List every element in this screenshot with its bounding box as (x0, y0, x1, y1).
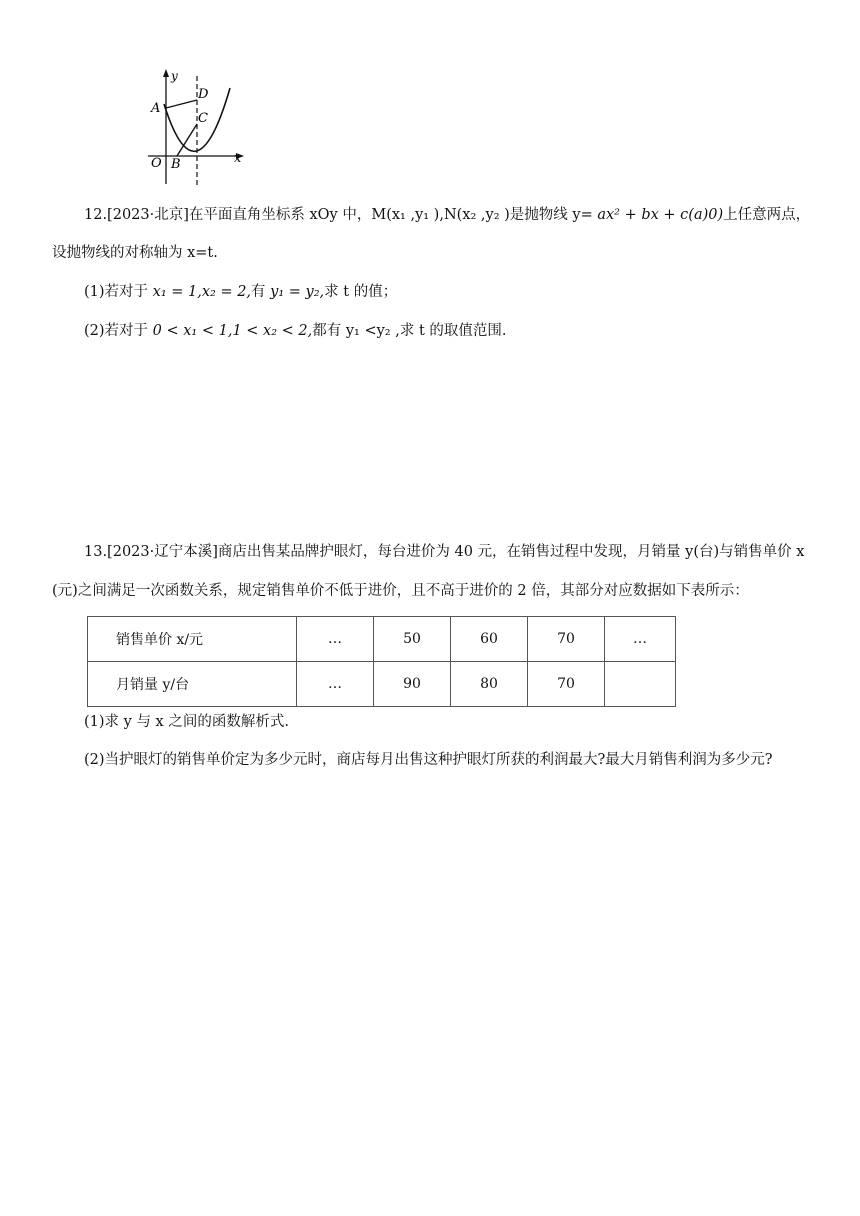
q12-line2: 设抛物线的对称轴为 x=t. (52, 245, 218, 261)
q12-part2 (84, 321, 506, 341)
q12-part1 (84, 282, 397, 302)
y-axis-arrow (163, 69, 169, 77)
table-cell: … (297, 617, 374, 662)
table-cell: … (605, 617, 676, 662)
parabola-figure (140, 66, 255, 190)
table-cell: … (297, 662, 374, 707)
q12-line1-formula: ax² + bx + c(a)0) (597, 207, 724, 223)
q12-part1-formula2: y₁ = y₂, (270, 284, 325, 300)
q12-part2-prefix: (2)若对于 (84, 323, 153, 339)
q13-line1: 13.[2023·辽宁本溪]商店出售某品牌护眼灯，每台进价为 40 元，在销售过程中发现，月销量 y(台)与销售单价 x (84, 544, 805, 560)
label-y: y (171, 69, 178, 83)
q13-part1: (1)求 y 与 x 之间的函数解析式. (84, 714, 289, 730)
q12-line1 (84, 205, 810, 225)
table-cell (605, 662, 676, 707)
q12-part1-suffix: 求 t 的值； (324, 284, 398, 300)
q12-line1-prefix: 12.[2023·北京]在平面直角坐标系 xOy 中，M(x₁ ,y₁ ),N(x₂ ,y₂ )是抛物线 y= (84, 207, 598, 223)
q12-part2-formula: 0 < x₁ < 1,1 < x₂ < 2, (152, 323, 313, 339)
label-x: x (234, 151, 242, 166)
q13-part2: (2)当护眼灯的销售单价定为多少元时，商店每月出售这种护眼灯所获的利润最大?最大月销售利润为多少元? (84, 752, 773, 768)
q12-part1-prefix: (1)若对于 (84, 284, 153, 300)
q12-line1-suffix: 上任意两点， (723, 207, 811, 223)
table-cell: 90 (374, 662, 451, 707)
label-O: O (151, 156, 162, 171)
segment-AD (166, 100, 197, 108)
label-A: A (151, 101, 161, 116)
label-C: C (198, 111, 208, 126)
table-cell: 70 (528, 662, 605, 707)
q13-line2: (元)之间满足一次函数关系，规定销售单价不低于进价，且不高于进价的 2 倍，其部分对应数据如下表所示： (52, 583, 749, 599)
label-D: D (198, 87, 209, 102)
q12-part2-suffix: 都有 y₁ <y₂ ,求 t 的取值范围. (312, 323, 507, 339)
table-row (88, 662, 676, 707)
table-cell: 80 (451, 662, 528, 707)
table-row (88, 617, 676, 662)
table-cell: 60 (451, 617, 528, 662)
table-header-price: 销售单价 x/元 (88, 617, 297, 662)
table-header-sales: 月销量 y/台 (88, 662, 297, 707)
q12-part1-formula1: x₁ = 1,x₂ = 2, (152, 284, 252, 300)
table-cell: 50 (374, 617, 451, 662)
table-cell: 70 (528, 617, 605, 662)
q13-data-table (87, 616, 676, 707)
q12-part1-mid: 有 (251, 284, 271, 300)
label-B: B (171, 157, 181, 172)
